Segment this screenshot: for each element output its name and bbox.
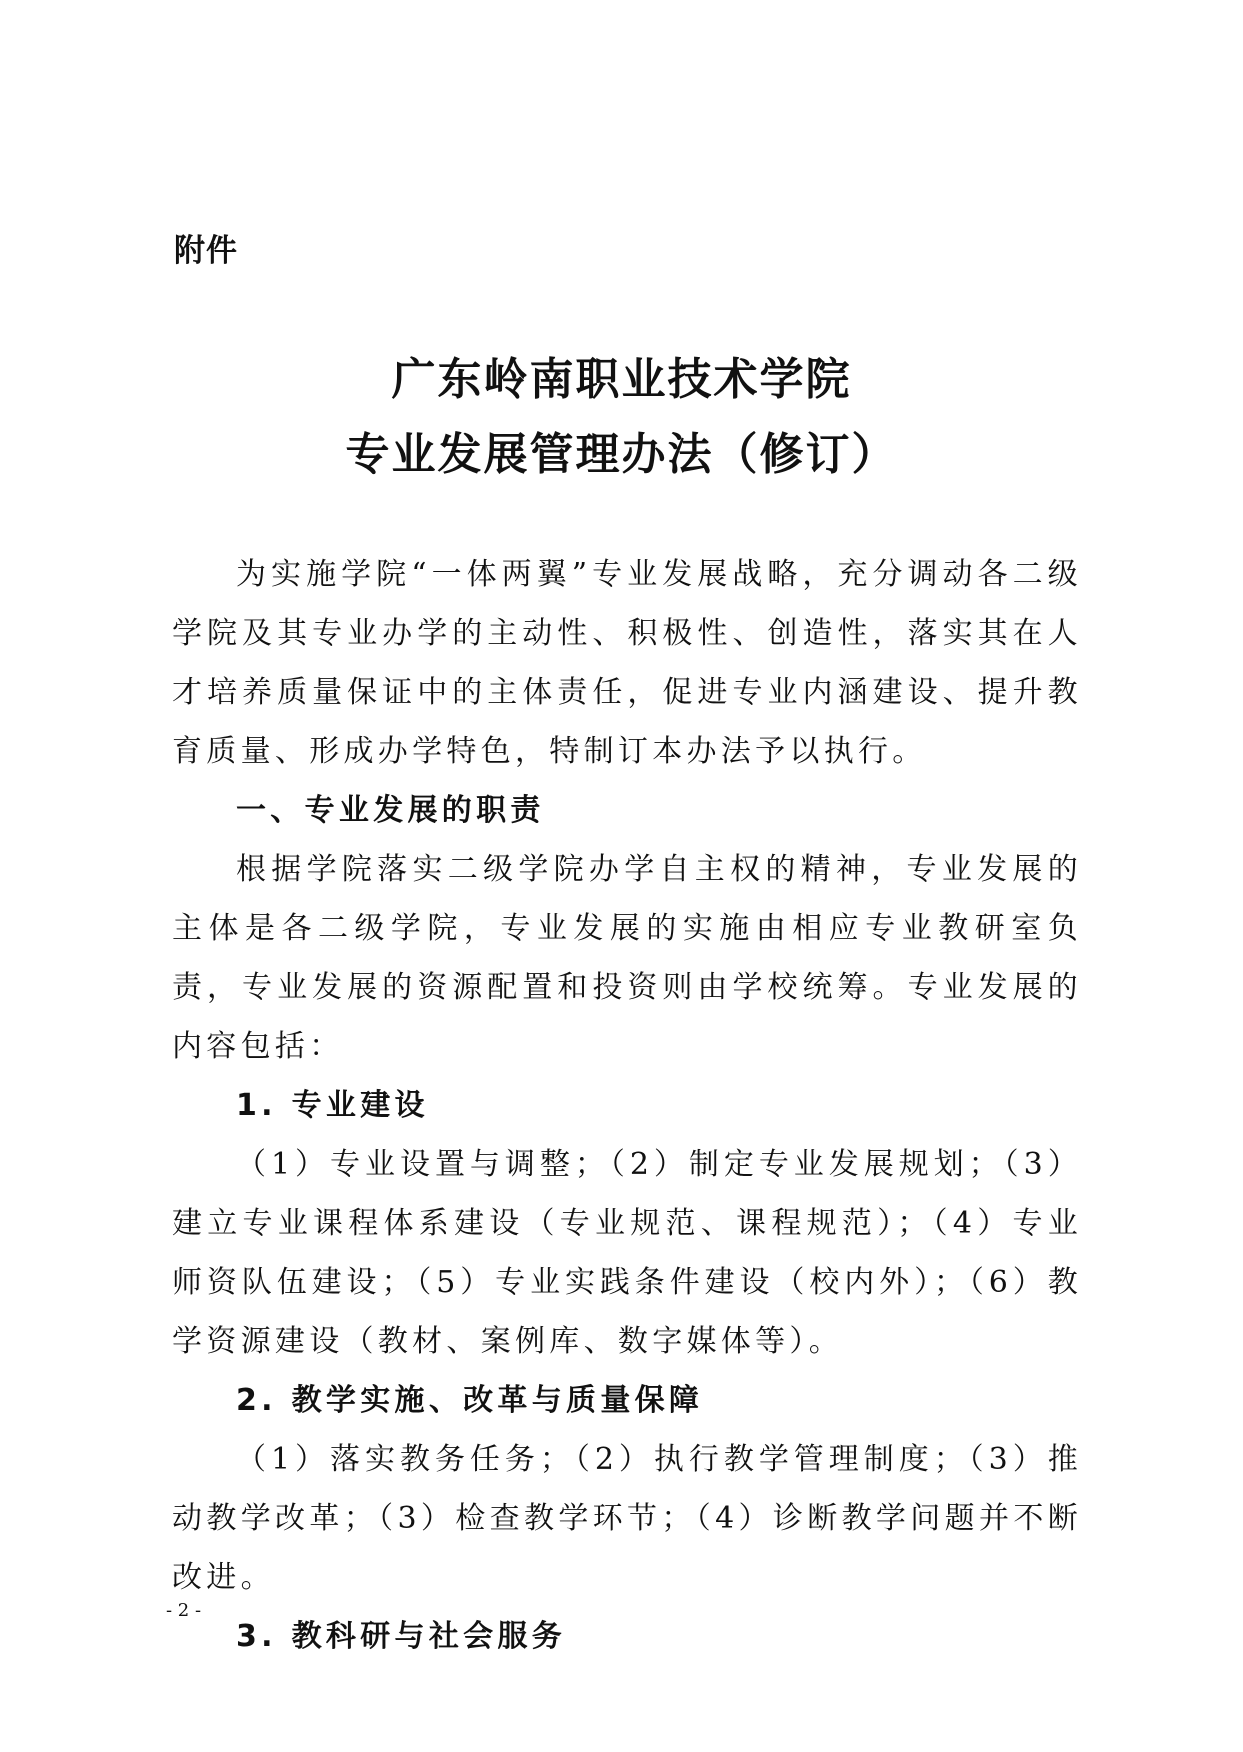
document-title-line2: 专业发展管理办法（修订） — [345, 429, 898, 480]
responsibility-paragraph: 根据学院落实二级学院办学自主权的精神，专业发展的主体是各二级学院，专业发展的实施由相应专业教研室负责，专业发展的资源配置和投资则由学校统筹。专业发展的内容包括： — [172, 852, 1082, 1064]
page-number: - 2 - — [166, 1600, 202, 1621]
document-title-line1: 广东岭南职业技术学院 — [391, 354, 852, 405]
subheading-research-service: 3. 教科研与社会服务 — [236, 1619, 567, 1654]
teaching-implementation-paragraph: （1）落实教务任务；（2）执行教学管理制度；（3）推动教学改革；（3）检查教学环节；（4）诊断教学问题并不断改进。 — [172, 1442, 1082, 1595]
section-heading-1: 一、专业发展的职责 — [236, 793, 545, 828]
subheading-specialty-construction: 1. 专业建设 — [236, 1088, 429, 1123]
document-body — [172, 545, 1082, 1666]
attachment-label: 附件 — [174, 233, 238, 269]
intro-paragraph: 为实施学院“一体两翼”专业发展战略，充分调动各二级学院及其专业办学的主动性、积极性、创造性，落实其在人才培养质量保证中的主体责任，促进专业内涵建设、提升教育质量、形成办学特色，特制订本办法予以执行。 — [172, 557, 1082, 769]
specialty-construction-paragraph: （1）专业设置与调整；（2）制定专业发展规划；（3）建立专业课程体系建设（专业规范、课程规范）；（4）专业师资队伍建设；（5）专业实践条件建设（校内外）；（6）教学资源建设（教材、案例库、数字媒体等）。 — [172, 1147, 1082, 1359]
subheading-teaching-implementation: 2. 教学实施、改革与质量保障 — [236, 1383, 704, 1418]
